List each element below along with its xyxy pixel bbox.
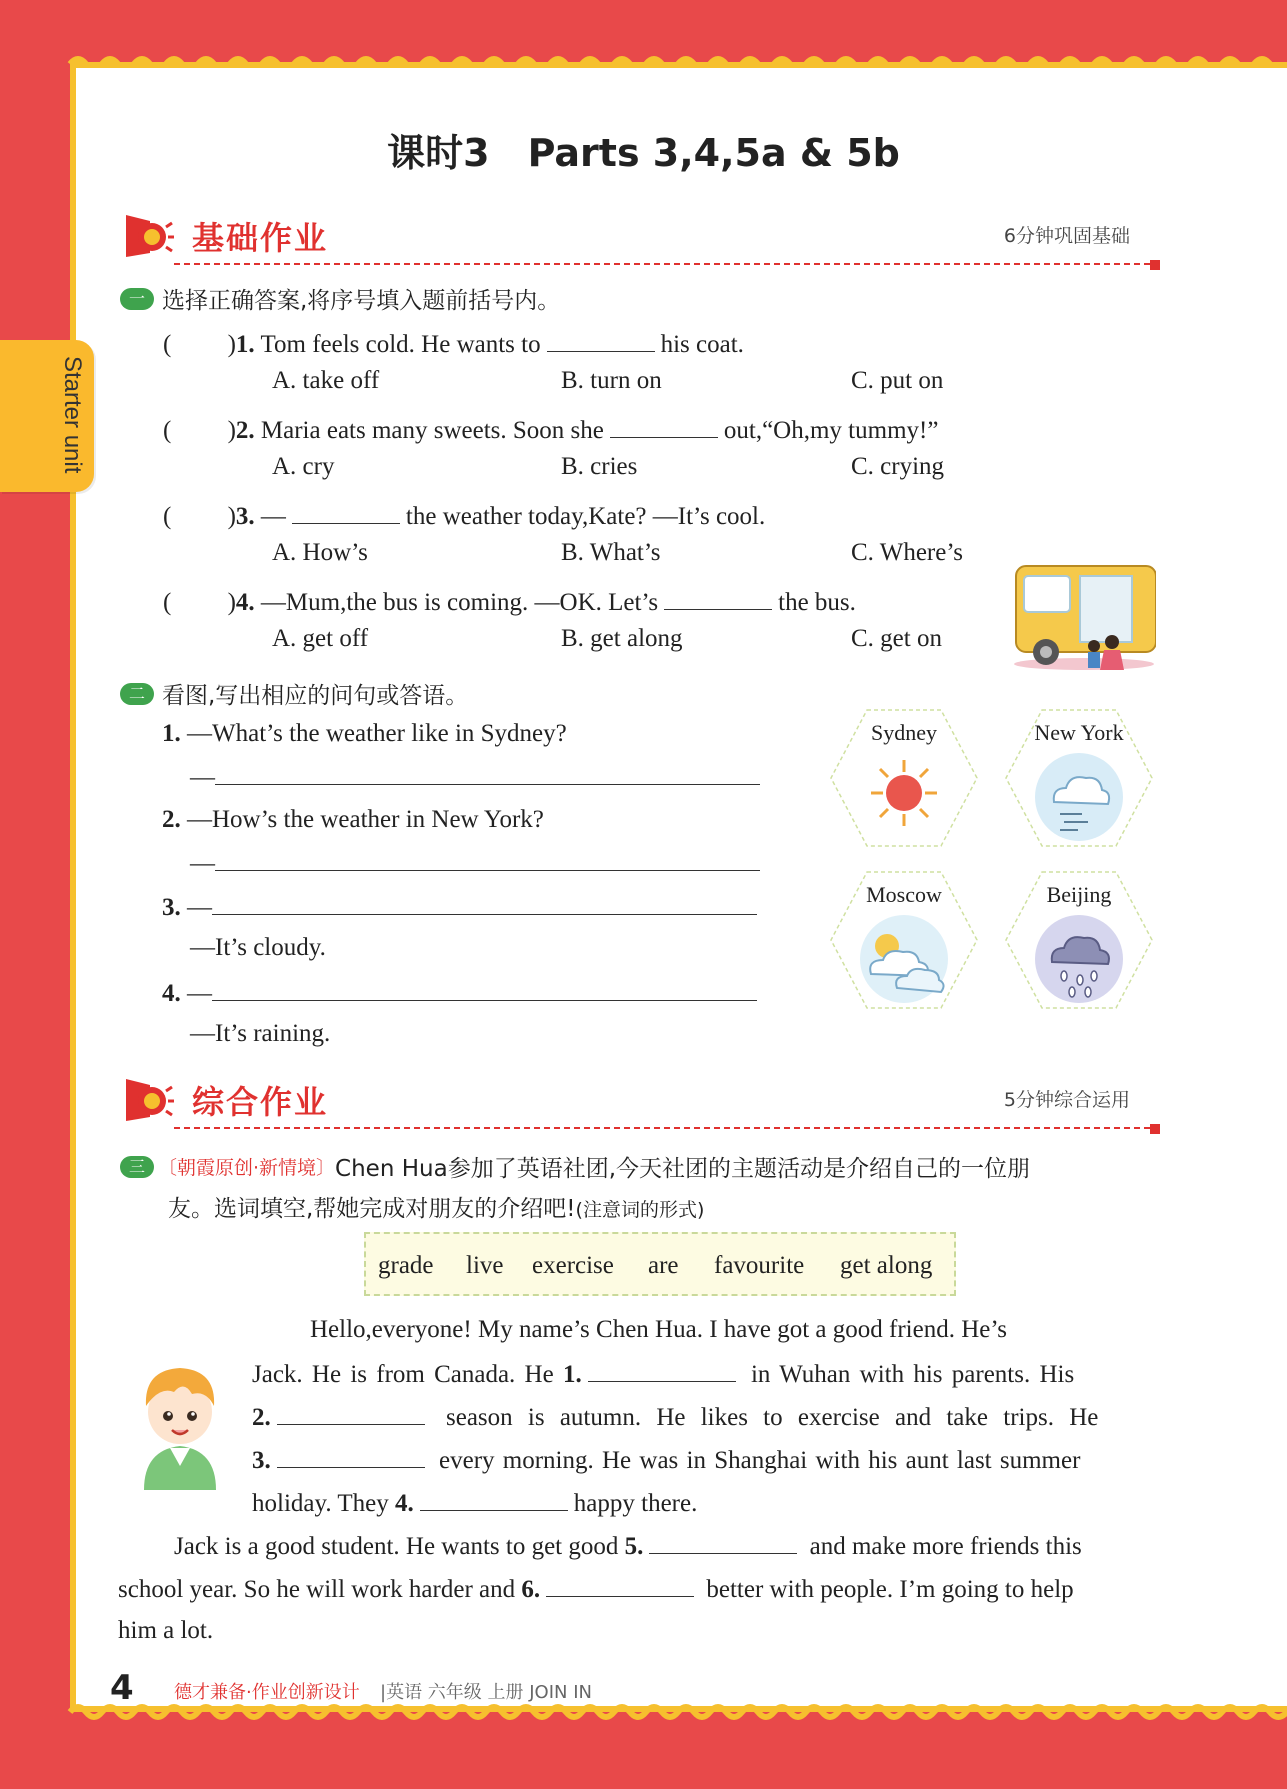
unit-side-tab-label: Starter unit — [59, 356, 86, 474]
option-b: B. cries — [561, 453, 638, 480]
passage-line-6 — [174, 1531, 1082, 1561]
passage-line-7 — [118, 1574, 1074, 1604]
item-number: 1. — [162, 720, 181, 747]
blank-number: 5. — [624, 1533, 644, 1560]
answer-blank[interactable] — [292, 501, 400, 524]
section-divider — [174, 1127, 1160, 1129]
word-bank-item: live — [466, 1252, 504, 1279]
part3-instruction — [120, 1150, 1030, 1183]
question-number: 3. — [235, 503, 255, 530]
p2-item-4 — [162, 978, 763, 1008]
weather-card-moscow — [829, 870, 979, 1010]
answer-bracket[interactable]: ( ) — [163, 589, 236, 616]
question-text: — — [260, 503, 286, 530]
passage-text: every morning. He was in Shanghai with his aunt last summer — [439, 1447, 1081, 1474]
item-question: —How’s the weather in New York? — [187, 806, 544, 833]
blank-number: 2. — [252, 1404, 271, 1431]
word-bank-item: get along — [840, 1252, 933, 1279]
passage-line-5 — [252, 1488, 697, 1518]
question-text-after: his coat. — [660, 331, 744, 358]
part2-instruction-text: 看图,写出相应的问句或答语。 — [162, 683, 469, 709]
part3-instruction-cont — [168, 1190, 704, 1223]
unit-side-tab — [0, 340, 94, 492]
dash: — — [190, 764, 215, 791]
section-comprehensive-note: 5分钟综合运用 — [1003, 1089, 1130, 1111]
item-number: 3. — [162, 894, 181, 921]
part3-instruction-line2: 友。选词填空,帮她完成对朋友的介绍吧! — [168, 1196, 576, 1222]
item-number: 2. — [162, 806, 181, 833]
page-title: 课时3 Parts 3,4,5a & 5b — [387, 131, 900, 175]
answer-blank[interactable] — [420, 1488, 568, 1511]
option-c: C. get on — [851, 625, 942, 652]
question-text: Maria eats many sweets. Soon she — [260, 417, 604, 444]
option-c: C. Where’s — [851, 539, 964, 566]
question-text-after: the weather today,Kate? —It’s cool. — [405, 503, 766, 530]
option-a: A. get off — [272, 625, 369, 652]
passage-line-3 — [252, 1402, 1098, 1432]
city-label: Beijing — [1046, 882, 1112, 907]
option-b: B. turn on — [561, 367, 662, 394]
footer-brand: 德才兼备·作业创新设计 — [174, 1682, 360, 1703]
dash: — — [187, 980, 212, 1007]
page-number: 4 — [110, 1668, 134, 1708]
passage-text: season is autumn. He likes to exercise and take trips. He — [446, 1404, 1099, 1431]
question-number: 2. — [235, 417, 255, 444]
passage-text: holiday. They — [252, 1490, 389, 1517]
option-b: B. get along — [561, 625, 683, 652]
p2-answer-3: —It’s cloudy. — [190, 934, 326, 961]
passage-text: in Wuhan with his parents. His — [750, 1361, 1075, 1388]
p2-item-3 — [162, 892, 763, 922]
footer-subject: |英语 六年级 上册 JOIN IN — [380, 1682, 592, 1703]
passage-line-4 — [252, 1445, 1080, 1475]
part1-badge: 一 — [120, 288, 154, 310]
passage-text: better with people. I’m going to help — [706, 1576, 1074, 1603]
section-comprehensive-title: 综合作业 — [192, 1083, 329, 1121]
part1-instruction-text: 选择正确答案,将序号填入题前括号内。 — [162, 288, 561, 314]
weather-card-newyork — [1004, 708, 1154, 848]
dash: — — [187, 894, 212, 921]
section-divider — [174, 263, 1160, 265]
megaphone-icon — [120, 1075, 174, 1123]
answer-bracket[interactable]: ( ) — [163, 417, 236, 444]
passage-line-8: him a lot. — [118, 1617, 214, 1644]
p2-item-1 — [162, 720, 567, 748]
section-comprehensive-header — [120, 1069, 1160, 1129]
answer-line[interactable] — [212, 892, 757, 915]
p2-answer-2 — [190, 848, 766, 878]
answer-bracket[interactable]: ( ) — [163, 503, 236, 530]
bottom-wavy-border — [0, 1700, 1287, 1726]
section-basic-note: 6分钟巩固基础 — [1003, 225, 1130, 247]
divider-end-mark — [1150, 260, 1160, 270]
answer-blank[interactable] — [546, 1574, 694, 1597]
question-text: —Mum,the bus is coming. —OK. Let’s — [260, 589, 659, 616]
question-number: 4. — [235, 589, 255, 616]
part2-badge: 二 — [120, 683, 154, 705]
part3-instruction-note: (注意词的形式) — [575, 1199, 705, 1221]
question-2 — [163, 410, 938, 446]
part2-instruction — [120, 677, 468, 710]
dash: — — [190, 850, 215, 877]
weather-card-sydney — [829, 708, 979, 848]
megaphone-icon — [120, 211, 174, 259]
passage-line-2 — [252, 1359, 1074, 1389]
item-number: 4. — [162, 980, 181, 1007]
answer-bracket[interactable]: ( ) — [163, 331, 236, 358]
answer-blank[interactable] — [547, 329, 655, 352]
part3-instruction-line1: Chen Hua参加了英语社团,今天社团的主题活动是介绍自己的一位朋 — [335, 1156, 1030, 1182]
option-a: A. take off — [272, 367, 380, 394]
answer-blank[interactable] — [277, 1445, 425, 1468]
passage-text: Jack is a good student. He wants to get good — [174, 1533, 619, 1560]
answer-line[interactable] — [212, 978, 757, 1001]
passage-text: and make more friends this — [809, 1533, 1082, 1560]
passage-text: Jack. He is from Canada. He — [252, 1361, 554, 1388]
passage-text: happy there. — [573, 1490, 698, 1517]
p2-item-2 — [162, 806, 544, 834]
passage-line-1: Hello,everyone! My name’s Chen Hua. I have got a good friend. He’s — [310, 1316, 1008, 1343]
question-4 — [163, 582, 856, 618]
boy-illustration — [130, 1350, 230, 1490]
option-a: A. How’s — [272, 539, 368, 566]
passage-text: school year. So he will work harder and — [118, 1576, 516, 1603]
windy-cloud-icon — [1032, 752, 1126, 842]
answer-blank[interactable] — [610, 415, 718, 438]
rainy-icon — [1032, 914, 1126, 1004]
question-3 — [163, 496, 765, 532]
word-bank — [364, 1232, 956, 1296]
option-c: C. put on — [851, 367, 944, 394]
city-label: Moscow — [866, 882, 942, 907]
answer-blank[interactable] — [277, 1402, 425, 1425]
blank-number: 3. — [252, 1447, 271, 1474]
question-1 — [163, 324, 744, 360]
weather-card-beijing — [1004, 870, 1154, 1010]
blank-number: 6. — [521, 1576, 541, 1603]
question-text: Tom feels cold. He wants to — [260, 331, 541, 358]
p2-answer-1 — [190, 762, 766, 792]
blank-number: 4. — [395, 1490, 414, 1517]
option-b: B. What’s — [561, 539, 661, 566]
answer-blank[interactable] — [664, 587, 772, 610]
option-c: C. crying — [851, 453, 945, 480]
answer-line[interactable] — [215, 848, 760, 871]
question-number: 1. — [235, 331, 255, 358]
question-text-after: out,“Oh,my tummy!” — [723, 417, 939, 444]
answer-line[interactable] — [215, 762, 760, 785]
city-label: New York — [1034, 720, 1124, 745]
part3-badge: 三 — [120, 1156, 154, 1178]
option-a: A. cry — [272, 453, 335, 480]
sunny-icon — [869, 758, 939, 828]
section-basic-header — [120, 205, 1160, 265]
word-bank-item: exercise — [532, 1252, 614, 1279]
section-basic-title: 基础作业 — [192, 219, 329, 257]
word-bank-item: favourite — [714, 1252, 805, 1279]
partly-cloudy-icon — [857, 914, 951, 1004]
word-bank-item: are — [648, 1252, 679, 1279]
bus-illustration — [1012, 560, 1156, 672]
answer-blank[interactable] — [588, 1359, 736, 1382]
p2-answer-4: —It’s raining. — [190, 1020, 331, 1047]
city-label: Sydney — [871, 720, 937, 745]
part3-tag: 〔朝霞原创·新情境〕 — [158, 1157, 336, 1179]
question-text-after: the bus. — [778, 589, 856, 616]
divider-end-mark — [1150, 1124, 1160, 1134]
answer-blank[interactable] — [649, 1531, 797, 1554]
blank-number: 1. — [562, 1361, 582, 1388]
word-bank-item: grade — [378, 1252, 434, 1279]
part1-instruction — [120, 282, 560, 315]
item-question: —What’s the weather like in Sydney? — [187, 720, 567, 747]
